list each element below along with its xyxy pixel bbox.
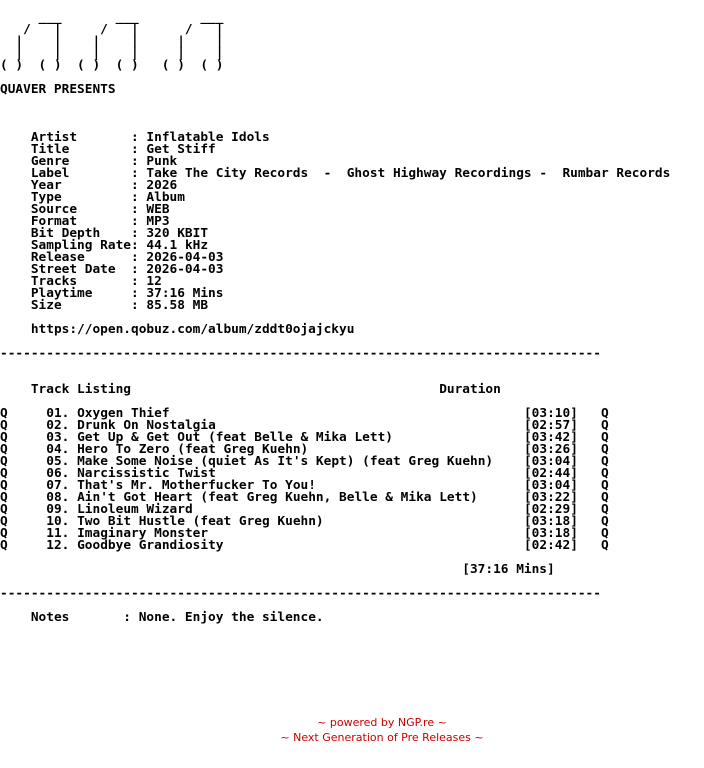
track-title: Oxygen Thief — [77, 406, 170, 421]
notes-label: Notes — [30, 610, 70, 625]
row-marker: Q — [601, 442, 609, 457]
info-value: 320 KBIT — [146, 226, 209, 241]
info-label: Tracks — [30, 274, 78, 289]
row-marker: Q — [601, 454, 609, 469]
row-marker: Q — [0, 418, 8, 433]
info-row-format: Format : MP3 — [30, 214, 170, 229]
row-marker: Q — [601, 538, 609, 553]
separator-top: ------------------------------------------------------------------------------ — [0, 346, 601, 361]
row-marker: Q — [601, 526, 609, 541]
track-row — [0, 538, 609, 553]
info-row-label: Label : Take The City Records - Ghost Highway Recordings - Rumbar Records — [30, 166, 671, 181]
track-number: 12. — [46, 538, 70, 553]
logo-line: ( ) ( ) ( ) ( ) ( ) ( ) — [0, 58, 224, 73]
presents-heading: QUAVER PRESENTS — [0, 82, 116, 97]
row-marker: Q — [0, 442, 8, 457]
track-duration: [03:04] — [523, 454, 578, 469]
info-row-genre: Genre : Punk — [30, 154, 178, 169]
info-row-bit-depth: Bit Depth : 320 KBIT — [30, 226, 209, 241]
row-marker: Q — [0, 514, 8, 529]
track-duration: [02:57] — [523, 418, 578, 433]
total-duration — [0, 562, 555, 577]
track-duration: [03:18] — [523, 514, 578, 529]
track-duration: [02:44] — [523, 466, 578, 481]
info-label: Source — [30, 202, 78, 217]
footer-tagline: ~ Next Generation of Pre Releases ~ — [280, 731, 484, 744]
info-row-sampling-rate: Sampling Rate: 44.1 kHz — [30, 238, 209, 253]
track-duration: [03:04] — [523, 478, 578, 493]
track-number: 09. — [46, 502, 70, 517]
info-label: Genre — [30, 154, 70, 169]
info-label: Artist — [30, 130, 78, 145]
info-row-street-date: Street Date : 2026-04-03 — [30, 262, 224, 277]
track-number: 03. — [46, 430, 70, 445]
track-duration: [03:18] — [523, 526, 578, 541]
info-value: 12 — [146, 274, 162, 289]
track-title: That's Mr. Motherfucker To You! — [77, 478, 316, 493]
info-label: Street Date — [30, 262, 116, 277]
info-row-source: Source : WEB — [30, 202, 170, 217]
info-row-year: Year : 2026 — [30, 178, 178, 193]
logo-line: ___ ___ ___ — [0, 10, 224, 25]
row-marker: Q — [0, 538, 8, 553]
track-number: 08. — [46, 490, 70, 505]
info-row-type: Type : Album — [30, 190, 185, 205]
info-label: Release — [30, 250, 85, 265]
row-marker: Q — [0, 430, 8, 445]
info-row-release: Release : 2026-04-03 — [30, 250, 224, 265]
row-marker: Q — [0, 466, 8, 481]
info-value: 2026-04-03 — [146, 250, 224, 265]
row-marker: Q — [601, 418, 609, 433]
row-marker: Q — [601, 406, 609, 421]
info-label: Title — [30, 142, 70, 157]
info-label: Sampling Rate — [30, 238, 131, 253]
separator-bottom: ------------------------------------------------------------------------------ — [0, 586, 601, 601]
row-marker: Q — [601, 514, 609, 529]
nfo-text-block: ___ ___ ___ / | / | / | | | | | | | | | | | | | ( ) ( ) ( ) ( ) ( ) ( ) QUAVER PRESENTS Artist : Inflatable Idols Title : Get Stiff Genre : Punk Label : Take The City Records - Ghost Highway Recordings - Rumbar Records Year : 2026 Type : Album Source : WEB Format : MP3 Bit Depth : 320 KBIT Sampling Rate: 44.1 kHz Release : 2026-04-03 Street Date : 2026-04-03 Tracks : 12 Playtime : 37:16 Mins Size : 85.58 MB https://open.qobuz.com/album/zddt0ojajckyu ------------------------------------------------------------------------------ Track Listing Duration Q 01. Oxygen Thief [03:10] Q Q 02. Drunk On Nostalgia [02:57] Q Q 03. Get Up & Get Out (feat Belle & Mika Lett) [03:42] Q Q 04. Hero To Zero (feat Greg Kuehn) [03:26] Q Q 05. Make Some Noise (quiet As It's Kept) (feat Greg Kuehn) [03:04] Q Q 06. Narcissistic Twist [02:44] Q Q 07. That's Mr. Motherfucker To You! [03:04] Q Q 08. Ain't Got Heart (feat Greg Kuehn, Belle & Mika Lett) [03:22] Q Q 09. Linoleum Wizard [02:29] Q Q 10. Two Bit Hustle (feat Greg Kuehn) [03:18] Q Q 11. Imaginary Monster [03:18] Q Q 12. Goodbye Grandiosity [02:42] Q [37:16 Mins] ------------------------------------------------------------------------------ Notes : None. Enjoy the silence. — [0, 10, 671, 625]
total-duration-value: [37:16 Mins] — [462, 562, 555, 577]
track-title: Goodbye Grandiosity — [77, 538, 224, 553]
row-marker: Q — [0, 490, 8, 505]
info-value: 2026 — [146, 178, 178, 193]
row-marker: Q — [0, 526, 8, 541]
row-marker: Q — [601, 478, 609, 493]
info-row-artist: Artist : Inflatable Idols — [30, 130, 270, 145]
row-marker: Q — [601, 430, 609, 445]
row-marker: Q — [601, 490, 609, 505]
info-value: Album — [146, 190, 185, 205]
info-value: 37:16 Mins — [146, 286, 224, 301]
track-title: Linoleum Wizard — [77, 502, 193, 517]
duration-heading: Duration — [439, 382, 501, 397]
row-marker: Q — [0, 406, 8, 421]
logo-line: | | | | | | — [0, 34, 224, 49]
logo-line: | | | | | | — [0, 46, 224, 61]
row-marker: Q — [0, 454, 8, 469]
track-number: 07. — [46, 478, 70, 493]
track-duration: [03:22] — [523, 490, 578, 505]
row-marker: Q — [601, 502, 609, 517]
track-title: Make Some Noise (quiet As It's Kept) (feat Greg Kuehn) — [77, 454, 494, 469]
info-label: Bit Depth — [30, 226, 101, 241]
track-number: 01. — [46, 406, 70, 421]
info-value: 2026-04-03 — [146, 262, 224, 277]
track-listing-heading: Track Listing — [30, 382, 131, 397]
row-marker: Q — [601, 466, 609, 481]
track-number: 06. — [46, 466, 70, 481]
track-number: 11. — [46, 526, 70, 541]
info-value: Inflatable Idols — [146, 130, 270, 145]
info-label: Year — [30, 178, 62, 193]
info-value: Punk — [146, 154, 178, 169]
release-url: https://open.qobuz.com/album/zddt0ojajckyu — [30, 322, 355, 337]
info-value: 44.1 kHz — [146, 238, 209, 253]
track-duration: [03:10] — [523, 406, 578, 421]
track-title: Drunk On Nostalgia — [77, 418, 216, 433]
info-value: Get Stiff — [146, 142, 216, 157]
info-label: Format — [30, 214, 78, 229]
info-value: MP3 — [146, 214, 170, 229]
info-value: 85.58 MB — [146, 298, 209, 313]
notes-value: None. Enjoy the silence. — [138, 610, 324, 625]
track-title: Narcissistic Twist — [77, 466, 216, 481]
info-label: Type — [30, 190, 62, 205]
track-number: 04. — [46, 442, 70, 457]
info-row-tracks: Tracks : 12 — [30, 274, 162, 289]
logo-line: / | / | / | — [0, 22, 224, 37]
track-duration: [02:29] — [523, 502, 578, 517]
track-title: Imaginary Monster — [77, 526, 209, 541]
row-marker: Q — [0, 502, 8, 517]
track-title: Hero To Zero (feat Greg Kuehn) — [77, 442, 309, 457]
track-number: 10. — [46, 514, 70, 529]
info-row-playtime: Playtime : 37:16 Mins — [30, 286, 224, 301]
info-value: WEB — [146, 202, 170, 217]
footer-powered-by: ~ powered by NGP.re ~ — [317, 716, 447, 729]
info-label: Label — [30, 166, 70, 181]
info-row-size: Size : 85.58 MB — [30, 298, 209, 313]
track-title: Ain't Got Heart (feat Greg Kuehn, Belle & Mika Lett) — [77, 490, 478, 505]
info-value: Take The City Records - Ghost Highway Recordings - Rumbar Records — [146, 166, 671, 181]
track-list — [0, 406, 609, 553]
track-duration: [03:26] — [523, 442, 578, 457]
info-label: Size — [30, 298, 62, 313]
track-number: 02. — [46, 418, 70, 433]
row-marker: Q — [0, 478, 8, 493]
track-number: 05. — [46, 454, 70, 469]
track-duration: [03:42] — [523, 430, 578, 445]
track-title: Two Bit Hustle (feat Greg Kuehn) — [77, 514, 324, 529]
quaver-logo — [0, 10, 223, 73]
info-row-title: Title : Get Stiff — [30, 142, 216, 157]
track-duration: [02:42] — [523, 538, 578, 553]
track-title: Get Up & Get Out (feat Belle & Mika Lett) — [77, 430, 393, 445]
release-info-fields — [0, 130, 670, 313]
info-label: Playtime — [30, 286, 93, 301]
